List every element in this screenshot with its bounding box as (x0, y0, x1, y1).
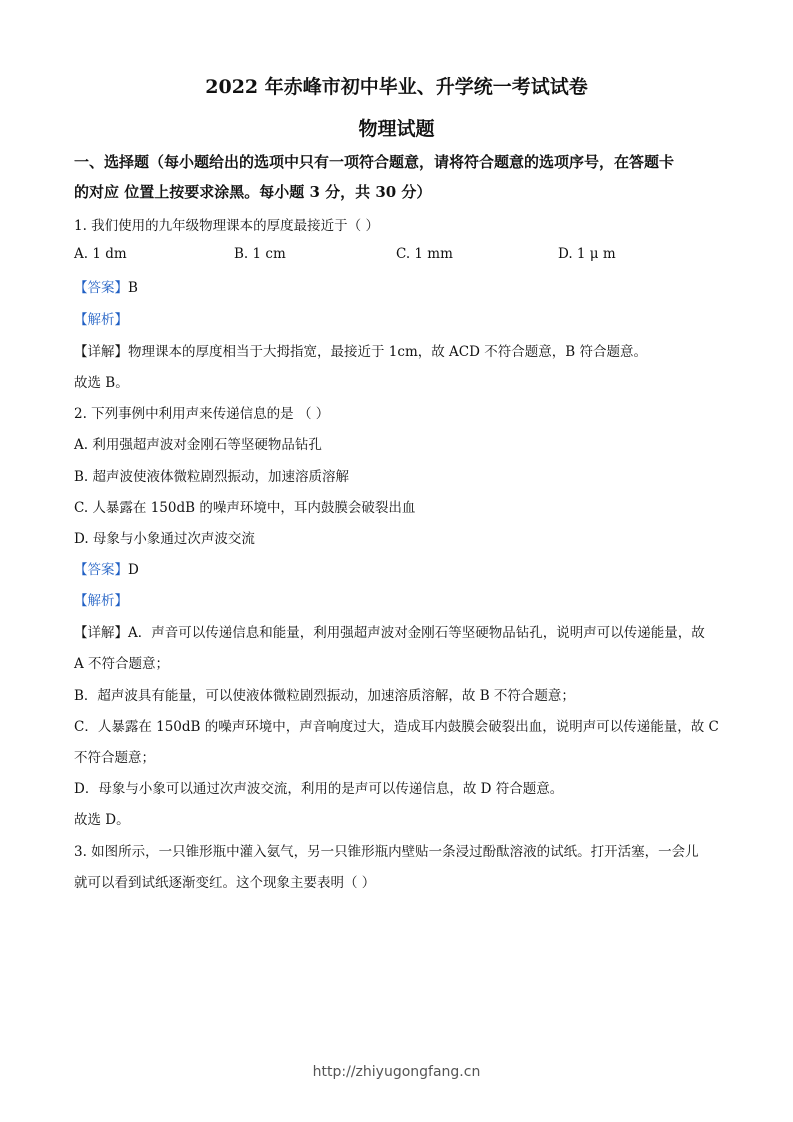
q1-option-c: C. 1 mm (396, 246, 453, 262)
q2-analysis (74, 589, 724, 609)
q2-stem: 2. 下列事例中利用声来传递信息的是 （ ） (74, 406, 330, 422)
detail-text: 物理课本的厚度相当于大拇指宽，最接近于 1cm，故 ACD 不符合题意，B 符合题意。 (128, 344, 647, 360)
q3-stem-line2: 就可以看到试纸逐渐变红。这个现象主要表明（ ） (74, 875, 376, 891)
q1-option-a: A. 1 dm (74, 246, 127, 262)
q2-detail-line2: A 不符合题意； (74, 656, 170, 672)
q2-option-c: C. 人暴露在 150dB 的噪声环境中，耳内鼓膜会破裂出血 (74, 500, 416, 516)
q3-stem-line1: 3. 如图所示，一只锥形瓶中灌入氨气，另一只锥形瓶内壁贴一条浸过酚酞溶液的试纸。打开活塞，一会儿 (74, 844, 699, 860)
answer-value: B (128, 280, 138, 296)
footer-url: http://zhiyugongfang.cn (312, 1064, 481, 1080)
q2-detail-line4: C．人暴露在 150dB 的噪声环境中，声音响度过大，造成耳内鼓膜会破裂出血，说明声可以传递能量，故 C (74, 719, 719, 735)
q2-option-d: D. 母象与小象通过次声波交流 (74, 531, 255, 547)
section-heading-line2: 的对应 位置上按要求涂黑。每小题 3 分，共 30 分） (74, 183, 432, 201)
answer-tag: 【答案】 (74, 562, 128, 578)
detail-tag: 【详解】 (74, 625, 128, 641)
q1-conclusion: 故选 B。 (74, 375, 129, 391)
q2-option-b: B. 超声波使液体微粒剧烈振动，加速溶质溶解 (74, 469, 350, 485)
section-heading-line1: 一、选择题（每小题给出的选项中只有一项符合题意，请将符合题意的选项序号，在答题卡 (74, 153, 675, 171)
q2-detail-line1 (74, 621, 724, 641)
q2-answer (74, 558, 724, 578)
analysis-tag: 【解析】 (74, 312, 128, 328)
analysis-tag: 【解析】 (74, 593, 128, 609)
q2-option-a: A. 利用强超声波对金刚石等坚硬物品钻孔 (74, 437, 322, 453)
answer-tag: 【答案】 (74, 280, 128, 296)
page-title: 2022 年赤峰市初中毕业、升学统一考试试卷 (205, 76, 588, 98)
q1-detail (74, 340, 724, 360)
q2-detail-line3: B．超声波具有能量，可以使液体微粒剧烈振动，加速溶质溶解，故 B 不符合题意； (74, 688, 575, 704)
detail-tag: 【详解】 (74, 344, 128, 360)
q1-answer (74, 276, 724, 296)
q2-detail-line6: D．母象与小象可以通过次声波交流，利用的是声可以传递信息，故 D 符合题意。 (74, 781, 564, 797)
page-subtitle: 物理试题 (358, 118, 435, 140)
q1-option-b: B. 1 cm (234, 246, 286, 262)
q1-option-d: D. 1 μ m (558, 246, 616, 262)
q2-detail-line5: 不符合题意； (74, 750, 155, 766)
detail-text: A．声音可以传递信息和能量，利用强超声波对金刚石等坚硬物品钻孔，说明声可以传递能量，故 (128, 625, 705, 641)
answer-value: D (128, 562, 139, 578)
q1-stem: 1. 我们使用的九年级物理课本的厚度最接近于（ ） (74, 218, 379, 234)
q1-analysis (74, 308, 724, 328)
q2-conclusion: 故选 D。 (74, 812, 130, 828)
